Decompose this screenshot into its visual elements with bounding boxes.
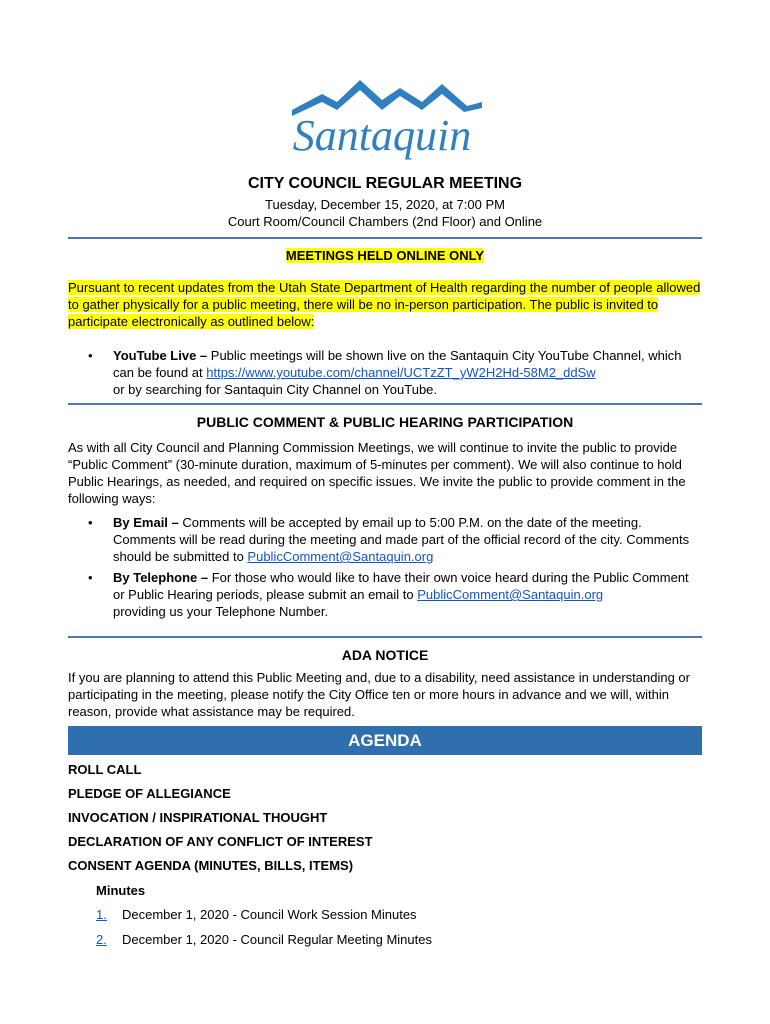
list-item: • By Email – Comments will be accepted by email up to 5:00 P.M. on the date of the meeting. Comments will be read during the meeting and made part of the official record of the city. Comments should be submitted to PublicComment@Santaquin.org	[88, 515, 690, 564]
online-heading: MEETINGS HELD ONLINE ONLY	[285, 248, 485, 263]
email-link[interactable]: PublicComment@Santaquin.org	[247, 549, 434, 564]
list-item: • YouTube Live – Public meetings will be shown live on the Santaquin City YouTube Channel, which can be found at https://www.youtube.com/channel/UCTzZT_yW2H2Hd-58M2_ddSw or by searching for Santaquin City Channel on YouTube.	[88, 348, 682, 397]
divider	[68, 636, 702, 638]
meeting-date: Tuesday, December 15, 2020, at 7:00 PM	[265, 197, 505, 212]
divider	[68, 237, 702, 239]
email-link[interactable]: PublicComment@Santaquin.org	[417, 587, 604, 602]
bullet-icon: •	[88, 570, 93, 585]
minutes-item: 1. December 1, 2020 - Council Work Session Minutes	[96, 907, 417, 922]
divider	[68, 403, 702, 405]
agenda-item-roll-call: ROLL CALL	[68, 762, 142, 777]
agenda-item-consent: CONSENT AGENDA (MINUTES, BILLS, ITEMS)	[68, 858, 354, 873]
minutes-number-link[interactable]: 1.	[96, 907, 107, 922]
agenda-heading: AGENDA	[68, 726, 702, 755]
agenda-item-pledge: PLEDGE OF ALLEGIANCE	[68, 786, 231, 801]
bullet-icon: •	[88, 515, 93, 530]
ada-paragraph: If you are planning to attend this Public Meeting and, due to a disability, need assistance in understanding or participating in the meeting, please notify the City Office ten or more hours in advance and we will, within reason, provide what assistance may be required.	[68, 670, 690, 719]
meeting-location: Court Room/Council Chambers (2nd Floor) and Online	[227, 214, 543, 229]
comment-options	[68, 514, 702, 624]
santaquin-logo	[282, 72, 492, 172]
ada-heading: ADA NOTICE	[341, 647, 429, 663]
public-comment-paragraph: As with all City Council and Planning Commission Meetings, we will continue to invite the public to provide “Public Comment” (30-minute duration, maximum of 5-minutes per comment). We will also continue to hold Public Hearings, as needed, and required on specific issues. We invite the public to provide comment in the following ways:	[68, 440, 686, 506]
bullet-icon: •	[88, 348, 93, 363]
minutes-item: 2. December 1, 2020 - Council Regular Meeting Minutes	[96, 932, 432, 947]
page-title: CITY COUNCIL REGULAR MEETING	[247, 175, 523, 192]
mountain-logo-icon	[282, 72, 492, 172]
minutes-heading: Minutes	[96, 883, 146, 898]
logo-wordmark: Santaquin	[292, 111, 472, 160]
minutes-number-link[interactable]: 2.	[96, 932, 107, 947]
youtube-channel-link[interactable]: https://www.youtube.com/channel/UCTzZT_yW2H2Hd-58M2_ddSw	[206, 365, 596, 380]
online-paragraph: Pursuant to recent updates from the Utah State Department of Health regarding the number of people allowed to gather physically for a public meeting, there will be no in-person participation. The public is invited to participate electronically as outlined below:	[68, 280, 701, 329]
list-item: • By Telephone – For those who would like to have their own voice heard during the Public Comment or Public Hearing periods, please submit an email to PublicComment@Santaquin.org providing us your Telephone Number.	[88, 570, 689, 619]
public-comment-heading: PUBLIC COMMENT & PUBLIC HEARING PARTICIPATION	[196, 414, 574, 430]
agenda-item-conflict: DECLARATION OF ANY CONFLICT OF INTEREST	[68, 834, 373, 849]
online-options	[68, 347, 702, 402]
agenda-item-invocation: INVOCATION / INSPIRATIONAL THOUGHT	[68, 810, 328, 825]
